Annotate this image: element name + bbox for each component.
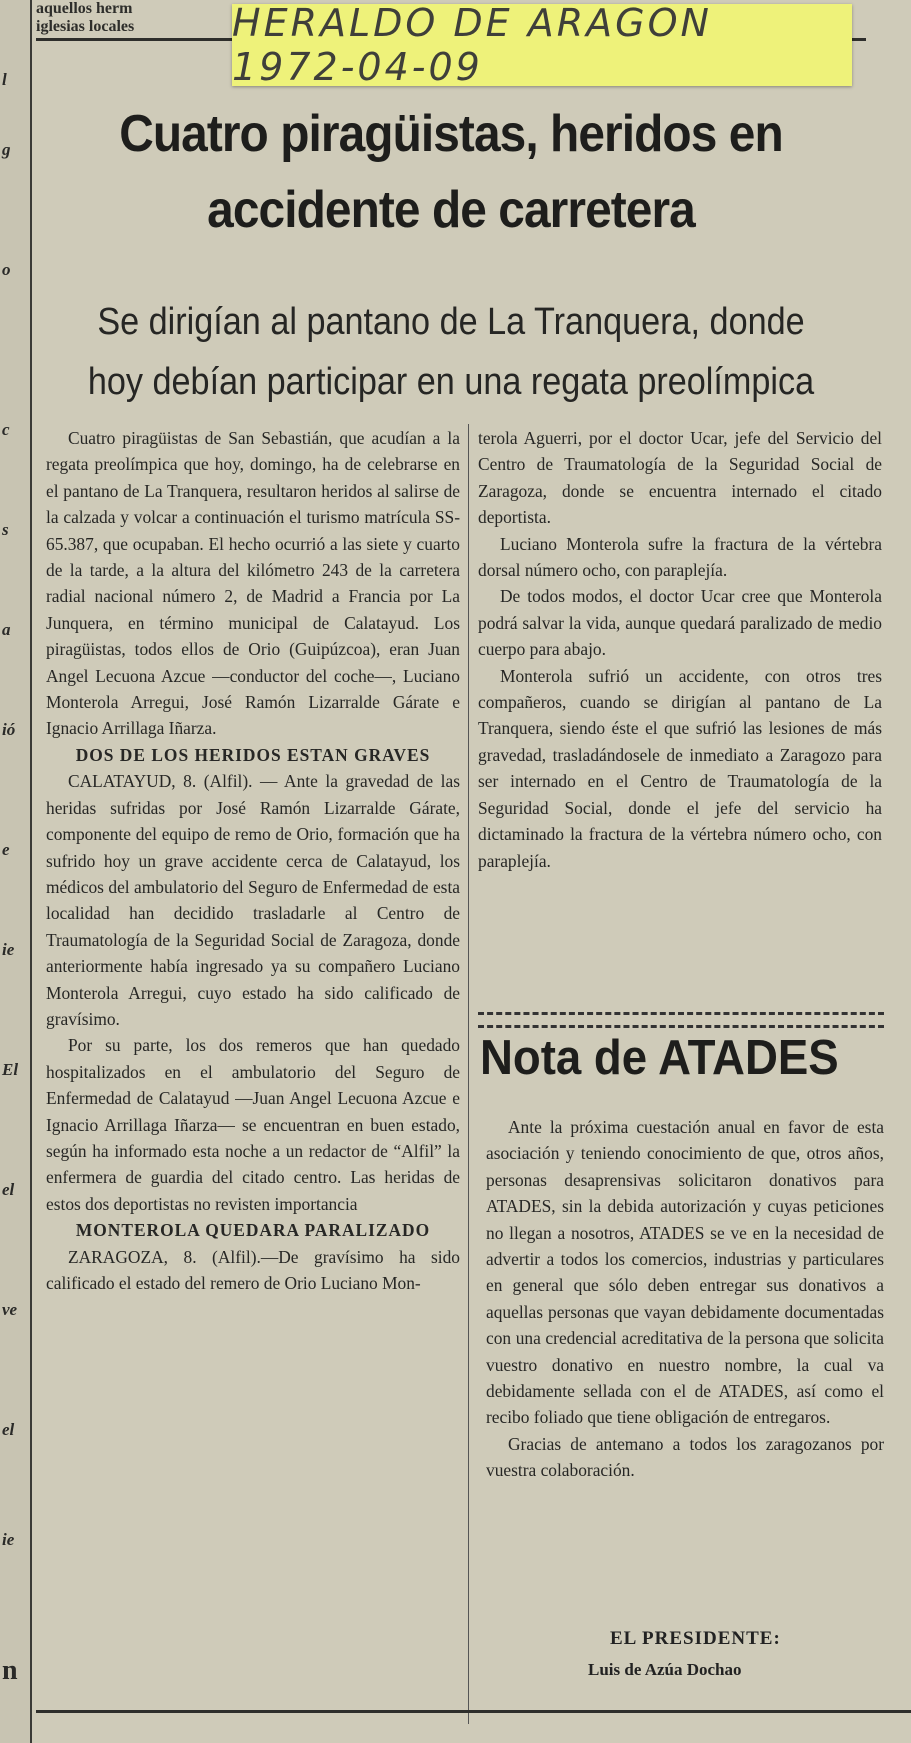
margin-fragment: s [2,520,9,539]
section-heading: MONTEROLA QUEDARA PARALIZADO [75,1220,431,1241]
nota-body [486,1114,884,1484]
nota-paragraph: Gracias de antemano a todos los zaragozanos por vuestra colaboración. [486,1433,884,1481]
margin-fragment: e [2,840,10,859]
section-heading: DOS DE LOS HERIDOS ESTAN GRAVES [75,744,431,765]
margin-fragment: ve [2,1300,18,1319]
fragment-line: iglesias locales [36,18,135,35]
signature-title: EL PRESIDENTE: [610,1628,781,1649]
margin-fragment: l [2,70,7,89]
margin-fragment: el [2,1180,15,1199]
nota-title: Nota de ATADES [480,1031,839,1085]
previous-article-fragment [36,0,134,36]
margin-fragment: o [2,260,11,279]
margin-fragment: ie [2,940,15,959]
article-paragraph: CALATAYUD, 8. (Alfil). — Ante la gravedad de las heridas sufridas por José Ramón Lizarralde Gárate, componente del equipo de remo de Orio, formación que ha sufrido hoy un grave accidente cerca de Calatayud, los médicos del ambulatorio del Seguro de Enfermedad de esta localidad han decidido trasladarle al Centro de Traumatología de la Seguridad Social de Zaragoza, donde anteriormente había ingresado ya su compañero Luciano Monterola Arregui, cuyo estado ha sido calificado de gravísimo. [46,771,460,1029]
fragment-line: aquellos herm [36,0,133,17]
sticky-note [232,1,852,89]
margin-fragment: ie [2,1530,15,1549]
article-column-2 [478,425,882,874]
margin-fragment: a [2,620,11,639]
article-paragraph: De todos modos, el doctor Ucar cree que Monterola podrá salvar la vida, aunque quedará paralizado de medio cuerpo para abajo. [478,586,882,660]
bottom-rule [36,1710,911,1713]
article-paragraph: Monterola sufrió un accidente, con otros tres compañeros, cuando se dirigían al pantano de La Tranquera, siendo éste el que sufrió las lesiones de más gravedad, trasladándosele de inmediato a Zaragozo para ser internado en el Centro de Traumatología de la Seguridad Social, donde el jefe del servicio ha dictaminado la fractura de la vértebra número ocho, con paraplejía. [478,665,882,871]
article-paragraph: Luciano Monterola sufre la fractura de la vértebra dorsal número ocho, con paraplejía. [478,533,882,581]
signature-name: Luis de Azúa Dochao [588,1660,742,1679]
column-divider [468,424,469,1724]
article-column-1 [46,425,460,1296]
margin-fragment: c [2,420,10,439]
article-paragraph: Cuatro piragüistas de San Sebastián, que acudían a la regata preolímpica que hoy, domingo, ha de celebrarse en el pantano de La Tranquera, resultaron heridos al salirse de la calzada y volcar a continuación el turismo matrícula SS-65.387, que ocupaban. El hecho ocurrió a las siete y cuarto de la tarde, a la altura del kilómetro 243 de la carretera radial nacional número 2, de Madrid a Francia por La Junquera, en término municipal de Calatayud. Los piragüistas, todos ellos de Orio (Guipúzcoa), eran Juan Angel Lecuona Azcue —conductor del coche—, Luciano Monterola Arregui, José Ramón Lizarralde Gárate e Ignacio Arrillaga Iñarza. [46,428,460,739]
headline: Cuatro piragüistas, heridos en accidente de carretera [119,105,783,239]
margin-fragment: n [2,1655,18,1686]
margin-fragment: g [2,140,11,159]
subheadline: Se dirigían al pantano de La Tranquera, donde hoy debían participar en una regata preolímpica [87,301,815,403]
margin-fragment: El [2,1060,19,1079]
margin-fragment: ió [2,720,16,739]
sticky-note-text: HERALDO DE ARAGON 1972-04-09 [232,1,712,89]
margin-fragment: el [2,1420,15,1439]
article-paragraph: terola Aguerri, por el doctor Ucar, jefe del Servicio del Centro de Traumatología de la Seguridad Social de Zaragoza, donde se encuentra internado el citado deportista. [478,428,882,528]
adjacent-column-strip [0,0,32,1743]
article-paragraph: Por su parte, los dos remeros que han quedado hospitalizados en el ambulatorio del Seguro de Enfermedad de Calatayud —Juan Angel Lecuona Azcue e Ignacio Arrillaga Iñarza— se encuentran en buen estado, según ha informado esta noche a un redactor de “Alfil” la enfermera de guardia del citado centro. Las heridas de estos dos deportistas no revisten importancia [46,1035,460,1214]
section-separator [478,1012,884,1028]
nota-paragraph: Ante la próxima cuestación anual en favor de esta asociación y teniendo conocimiento de que, otros años, personas desaprensivas solicitaron donativos para ATADES, sin la debida autorización y cuyas peticiones no llegan a nosotros, ATADES se ve en la necesidad de advertir a todos los comercios, industrias y particulares en general que sólo deben entregar sus donativos a aquellas personas que vayan debidamente documentadas con una credencial acreditativa de la persona que solicita vuestro donativo en nuestro nombre, la cual va debidamente sellada con el de ATADES, así como el recibo foliado que tiene obligación de entregaros. [486,1117,884,1428]
article-paragraph: ZARAGOZA, 8. (Alfil).—De gravísimo ha sido calificado el estado del remero de Orio Luciano Mon- [46,1246,460,1293]
